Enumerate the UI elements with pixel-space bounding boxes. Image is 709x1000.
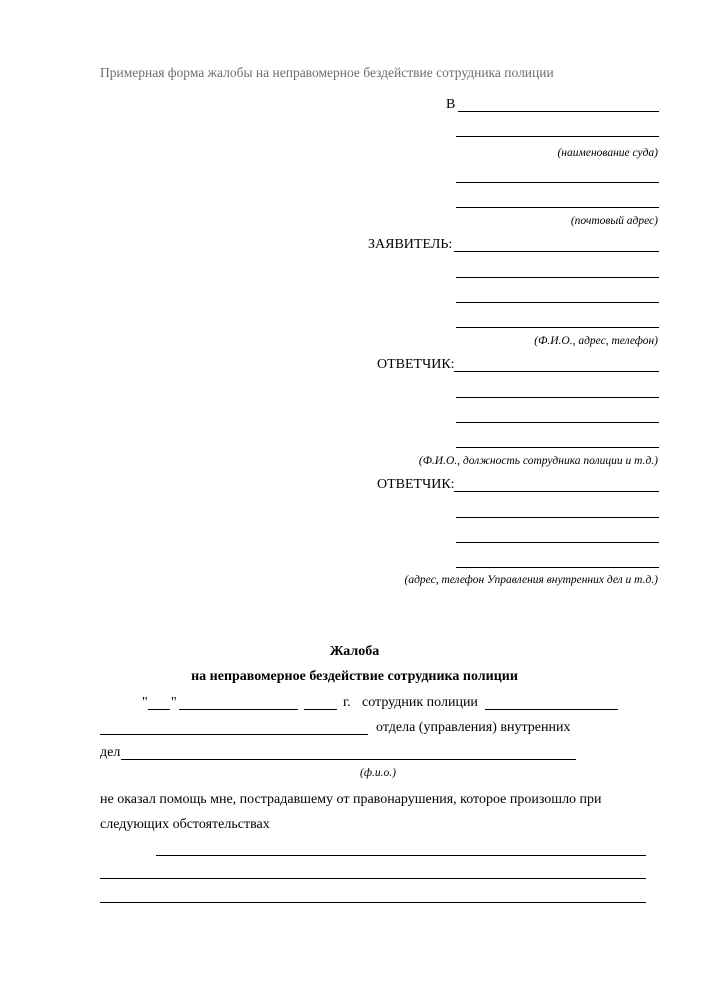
to-label: В	[446, 97, 456, 112]
date-quote-close: "	[171, 695, 177, 710]
form-header-note: Примерная форма жалобы на неправомерное бездействие сотрудника полиции	[100, 65, 554, 80]
respondent1-field-1[interactable]	[454, 357, 659, 372]
circumstances-text: следующих обстоятельствах	[100, 817, 270, 832]
court-name-field-2[interactable]	[456, 122, 659, 137]
postal-address-field-2[interactable]	[456, 193, 659, 208]
respondent1-field-3[interactable]	[456, 408, 659, 423]
date-day-field[interactable]	[148, 695, 170, 710]
applicant-label: ЗАЯВИТЕЛЬ:	[368, 237, 453, 252]
year-suffix: г.	[343, 695, 351, 710]
respondent1-field-2[interactable]	[456, 383, 659, 398]
date-month-field[interactable]	[179, 695, 298, 710]
affairs-prefix: дел	[100, 745, 121, 760]
respondent-label-1: ОТВЕТЧИК:	[377, 357, 455, 372]
respondent1-hint: (Ф.И.О., должность сотрудника полиции и т.д.)	[418, 455, 658, 467]
respondent2-field-1[interactable]	[454, 477, 659, 492]
respondent2-hint: (адрес, телефон Управления внутренних дел и т.д.)	[404, 574, 658, 586]
fio-hint: (ф.и.о.)	[360, 767, 396, 779]
respondent2-field-4[interactable]	[456, 553, 659, 568]
respondent2-field-2[interactable]	[456, 503, 659, 518]
department-text: отдела (управления) внутренних	[376, 720, 571, 735]
applicant-field-2[interactable]	[456, 263, 659, 278]
postal-address-hint: (почтовый адрес)	[570, 215, 658, 227]
applicant-hint: (Ф.И.О., адрес, телефон)	[534, 335, 658, 347]
court-name-field-1[interactable]	[458, 97, 659, 112]
respondent-label-2: ОТВЕТЧИК:	[377, 477, 455, 492]
document-title: Жалоба	[329, 644, 380, 659]
refused-text: не оказал помощь мне, пострадавшему от правонарушения, которое произошло при	[100, 792, 602, 807]
circumstances-field-3[interactable]	[100, 888, 646, 903]
circumstances-field-1[interactable]	[156, 841, 646, 856]
circumstances-field-2[interactable]	[100, 864, 646, 879]
date-year-field[interactable]	[304, 695, 337, 710]
respondent2-field-3[interactable]	[456, 528, 659, 543]
applicant-field-1[interactable]	[454, 237, 659, 252]
applicant-field-3[interactable]	[456, 288, 659, 303]
court-name-hint: (наименование суда)	[557, 147, 658, 159]
department-field[interactable]	[100, 720, 368, 735]
officer-label: сотрудник полиции	[362, 695, 478, 710]
postal-address-field-1[interactable]	[456, 168, 659, 183]
officer-name-field[interactable]	[485, 695, 618, 710]
affairs-field[interactable]	[121, 745, 576, 760]
document-subtitle: на неправомерное бездействие сотрудника полиции	[191, 669, 518, 684]
applicant-field-4[interactable]	[456, 313, 659, 328]
respondent1-field-4[interactable]	[456, 433, 659, 448]
date-quote-open: "	[142, 695, 148, 710]
